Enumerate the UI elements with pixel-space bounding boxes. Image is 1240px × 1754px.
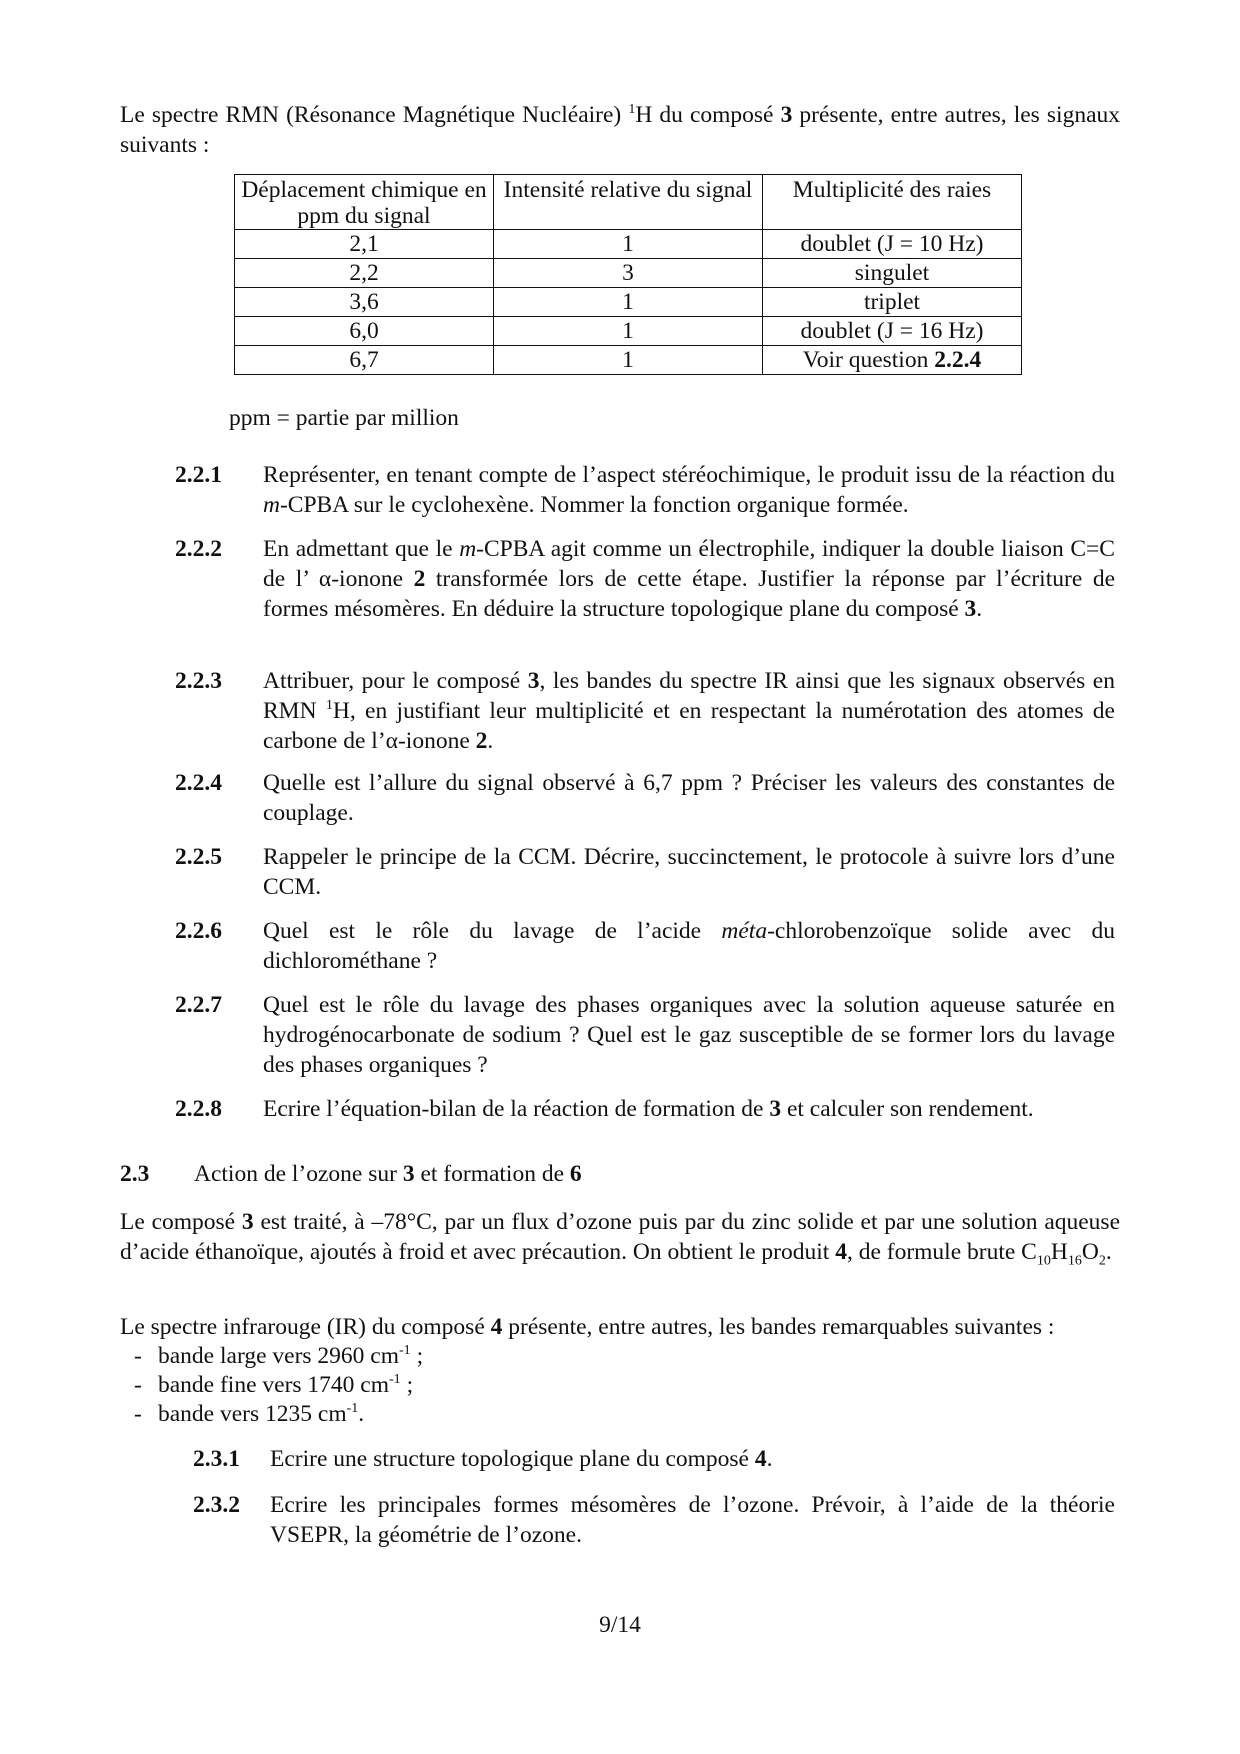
question-text: Représenter, en tenant compte de l’aspect stéréochimique, le produit issu de la réaction du m-CPBA sur le cyclohexène. Nommer la fonction organique formée.	[263, 462, 1115, 518]
table-header-row	[235, 175, 1022, 230]
question-2-2-1	[175, 460, 1115, 520]
table-row	[235, 288, 1022, 317]
table-cell: 3,6	[235, 288, 494, 317]
table-cell: triplet	[763, 288, 1022, 317]
question-number: 2.2.3	[175, 668, 222, 694]
table-cell: 6,0	[235, 317, 494, 346]
table-cell: 1	[494, 317, 763, 346]
question-number: 2.2.5	[175, 844, 222, 870]
question-2-2-7	[175, 990, 1115, 1080]
question-number: 2.2.6	[175, 918, 222, 944]
table-row	[235, 230, 1022, 259]
question-number: 2.2.8	[175, 1096, 222, 1122]
list-item: - bande large vers 2960 $cm^{-1}$ ;	[134, 1343, 424, 1369]
table-cell: singulet	[763, 259, 1022, 288]
question-text: Quel est le rôle du lavage des phases organiques avec la solution aqueuse saturée en hydrogénocarbonate de sodium ? Quel est le gaz susceptible de se former lors du lavage des phases organiques ?	[263, 992, 1115, 1078]
nmr-signal-table	[234, 174, 1022, 375]
question-number: 2.2.2	[175, 536, 222, 562]
question-2-3-2	[193, 1490, 1115, 1550]
table-row	[235, 317, 1022, 346]
question-text: Rappeler le principe de la CCM. Décrire, succinctement, le protocole à suivre lors d’une CCM.	[263, 844, 1115, 900]
table-header-multiplicity: Multiplicité des raies	[763, 175, 1022, 230]
compound-4-paragraph: Le composé 3 est traité, à –78°C, par un flux d’ozone puis par du zinc solide et par une solution aqueuse d’acide éthanoïque, ajoutés à froid et avec précaution. On obtient le produit 4, de formule brute $C_{10}H_{16}O_2$.	[120, 1209, 1121, 1269]
question-text: Attribuer, pour le composé 3, les bandes du spectre IR ainsi que les signaux observés en RMN $^1$H, en justifiant leur multiplicité et en respectant la numérotation des atomes de carbone de l’α-ionone 2.	[263, 668, 1115, 754]
table-cell: doublet (J = 10 Hz)	[763, 230, 1022, 259]
question-text: Ecrire les principales formes mésomères de l’ozone. Prévoir, à l’aide de la théorie VSEPR, la géométrie de l’ozone.	[270, 1492, 1115, 1548]
question-number: 2.2.1	[175, 462, 222, 488]
question-text: Ecrire l’équation-bilan de la réaction de formation de 3 et calculer son rendement.	[263, 1096, 1034, 1122]
question-text: En admettant que le m-CPBA agit comme un électrophile, indiquer la double liaison C=C de l’ α-ionone 2 transformée lors de cette étape. Justifier la réponse par l’écriture de formes mésomères. En déduire la structure topologique plane du composé 3.	[263, 536, 1115, 622]
question-text: Quel est le rôle du lavage de l’acide méta-chlorobenzoïque solide avec du dichlorométhane ?	[263, 918, 1115, 974]
table-cell: 6,7	[235, 346, 494, 375]
question-number: 2.3.1	[193, 1446, 240, 1472]
list-item: - bande fine vers 1740 $cm^{-1}$ ;	[134, 1372, 414, 1398]
table-cell: Voir question 2.2.4	[763, 346, 1022, 375]
table-cell: 1	[494, 230, 763, 259]
page-number: 9/14	[599, 1612, 641, 1638]
question-2-2-4	[175, 768, 1115, 828]
section-heading-2-3: 2.3 Action de l’ozone sur 3 et formation de 6	[120, 1161, 582, 1187]
table-row	[235, 346, 1022, 375]
list-item: - bande vers 1235 $cm^{-1}$.	[134, 1401, 365, 1427]
question-2-2-8	[175, 1094, 1115, 1124]
question-2-2-2	[175, 534, 1115, 624]
question-text: Quelle est l’allure du signal observé à 6,7 ppm ? Préciser les valeurs des constantes de couplage.	[263, 770, 1115, 826]
table-cell: 1	[494, 346, 763, 375]
question-2-2-3	[175, 666, 1115, 756]
question-number: 2.3.2	[193, 1492, 240, 1518]
table-header-intensity: Intensité relative du signal	[494, 175, 763, 230]
table-cell: 1	[494, 288, 763, 317]
table-cell: 2,2	[235, 259, 494, 288]
question-text: Ecrire une structure topologique plane du composé 4.	[270, 1446, 773, 1472]
table-cell: 3	[494, 259, 763, 288]
table-row	[235, 259, 1022, 288]
question-number: 2.2.7	[175, 992, 222, 1018]
table-cell: 2,1	[235, 230, 494, 259]
question-2-2-6	[175, 916, 1115, 976]
ir-paragraph: Le spectre infrarouge (IR) du composé 4 présente, entre autres, les bandes remarquables suivantes :	[120, 1314, 1055, 1340]
question-2-3-1	[193, 1444, 1115, 1474]
ppm-note: ppm = partie par million	[229, 405, 459, 431]
question-number: 2.2.4	[175, 770, 222, 796]
table-header-shift: Déplacement chimique en ppm du signal	[235, 175, 494, 230]
intro-paragraph: Le spectre RMN (Résonance Magnétique Nucléaire) $^1$H du composé 3 présente, entre autres, les signaux suivants :	[120, 102, 1121, 158]
table-cell: doublet (J = 16 Hz)	[763, 317, 1022, 346]
question-2-2-5	[175, 842, 1115, 902]
